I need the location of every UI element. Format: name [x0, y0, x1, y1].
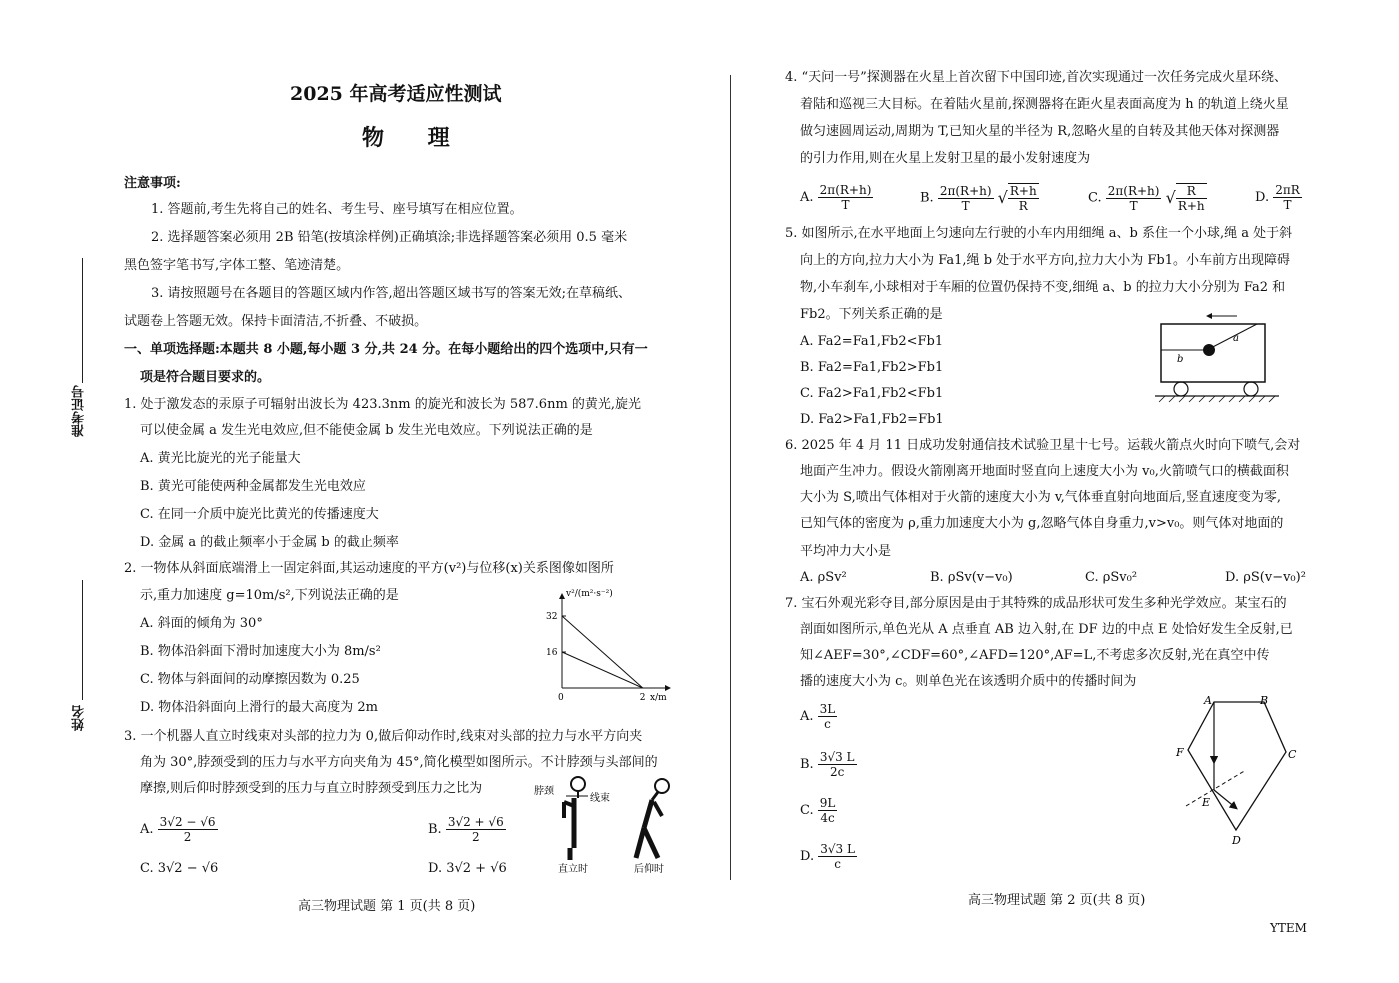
ball: [1203, 344, 1215, 356]
q1-stem-b: 可以使金属 a 发生光电效应,但不能使金属 b 发生光电效应。下列说法正确的是: [140, 423, 593, 438]
q7-option-a: A. $\frac{3L}{c}$: [800, 702, 836, 731]
q5-stem-c: 物,小车刹车,小球相对于车厢的位置仍保持不变,细绳 a、b 的拉力大小分别为 Fa2 和: [800, 280, 1286, 295]
q5-option-d: D. Fa2>Fa1,Fb2=Fb1: [800, 412, 944, 427]
q1-option-b: B. 黄光可能使两种金属都发生光电效应: [140, 479, 366, 494]
q6-option-a: A. ρSv²: [800, 570, 847, 585]
q7-stem-c: 知∠AEF=30°,∠CDF=60°,∠AFD=120°,AF=L,不考虑多次反射,光在真空中传: [800, 648, 1270, 663]
fig5-label-a: a: [1233, 333, 1239, 344]
q6-stem-c: 大小为 S,喷出气体相对于火箭的速度大小为 v,气体垂直射向地面后,竖直速度变为零,: [800, 490, 1282, 505]
q5-option-c: C. Fa2>Fa1,Fb2<Fb1: [800, 386, 944, 401]
left-footer: 高三物理试题 第 1 页(共 8 页): [298, 899, 476, 914]
q3-stem-a: 3. 一个机器人直立时线束对头部的拉力为 0,做后仰动作时,线束对头部的拉力与水平方向夹: [124, 729, 643, 744]
q2-stem-b: 示,重力加速度 g=10m/s²,下列说法正确的是: [140, 588, 399, 603]
fig3-neck-label: 脖颈: [534, 786, 554, 797]
q4-stem-b: 着陆和巡视三大目标。在着陆火星前,探测器将在距火星表面高度为 h 的轨道上绕火星: [800, 97, 1289, 112]
q6-stem-e: 平均冲力大小是: [800, 544, 892, 559]
q3-option-a-num: 3√2 − √6: [159, 815, 216, 829]
q3-option-b: B. $\frac{3√2 + √6}{2}$: [428, 815, 504, 844]
q3-stem-b: 角为 30°,脖颈受到的压力与水平方向夹角为 45°,简化模型如图所示。不计脖颈与头部间的: [140, 755, 658, 770]
q7-stem-a: 7. 宝石外观光彩夺目,部分原因是由于其特殊的成品形状可发生多种光学效应。某宝石的: [785, 596, 1287, 611]
q7-option-d: D. $\frac{3√3 L}{c}$: [800, 842, 855, 871]
q6-stem-b: 地面产生冲力。假设火箭刚离开地面时竖直向上速度大小为 v₀,火箭喷气口的横截面积: [800, 464, 1289, 479]
page-divider: [730, 75, 731, 880]
q4-option-c: C. $\frac{2\pi(R+h)}{T}$ √ $\frac{R}{R+h}$: [1088, 183, 1205, 213]
q5-cart-figure: [1155, 310, 1295, 410]
q7-stem-d: 播的速度大小为 c。则单色光在该透明介质中的传播时间为: [800, 674, 1137, 689]
fig5-label-b: b: [1177, 354, 1184, 365]
fig7-label-E: E: [1202, 796, 1211, 809]
q5-stem-d: Fb2。下列关系正确的是: [800, 307, 943, 322]
q4-option-d: D. $\frac{2\pi R}{T}$: [1255, 183, 1300, 212]
rope-a: [1207, 324, 1257, 350]
fig3-back-label: 后仰时: [634, 864, 664, 875]
q6-stem-a: 6. 2025 年 4 月 11 日成功发射通信技术试验卫星十七号。运载火箭点火时向下喷气,会对: [785, 438, 1301, 453]
exam-title: 2025 年高考适应性测试: [290, 83, 502, 105]
chart-series-line-0: [562, 616, 643, 688]
fig7-label-B: B: [1260, 694, 1269, 707]
q1-option-d: D. 金属 a 的截止频率小于金属 b 的截止频率: [140, 535, 399, 550]
notice-2b: 黑色签字笔书写,字体工整、笔迹清楚。: [124, 258, 350, 273]
side-name-line: [82, 580, 83, 700]
q3-option-b-num: 3√2 + √6: [447, 815, 504, 829]
chart-y-tick-label-1: 32: [546, 612, 558, 622]
q1-option-a: A. 黄光比旋光的光子能量大: [140, 451, 301, 466]
q3-option-a: A. $\frac{3√2 - √6}{2}$: [140, 815, 216, 844]
subject-title: 物 理: [362, 125, 468, 151]
q1-stem-a: 1. 处于激发态的汞原子可辐射出波长为 423.3nm 的旋光和波长为 587.6nm 的黄光,旋光: [124, 397, 642, 412]
q2-v2-x-chart: [540, 588, 680, 703]
section-1a: 一、单项选择题:本题共 8 小题,每小题 3 分,共 24 分。在每小题给出的四个选项中,只有一: [124, 342, 648, 357]
q3-option-c: C. 3√2 − √6: [140, 861, 219, 876]
section-1b: 项是符合题目要求的。: [140, 370, 271, 385]
q6-option-b: B. ρSv(v−v₀): [930, 570, 1013, 585]
chart-y-tick-label-0: 16: [546, 648, 558, 658]
q2-stem-a: 2. 一物体从斜面底端滑上一固定斜面,其运动速度的平方(v²)与位移(x)关系图像如图所: [124, 561, 614, 576]
q2-option-c: C. 物体与斜面间的动摩擦因数为 0.25: [140, 672, 360, 687]
wheel-left: [1174, 382, 1188, 396]
q2-option-a: A. 斜面的倾角为 30°: [140, 616, 263, 631]
q6-stem-d: 已知气体的密度为 ρ,重力加速度大小为 g,忽略气体自身重力,v>v₀。则气体对地面的: [800, 516, 1284, 531]
q4-option-b: B. $\frac{2\pi(R+h)}{T}$ √ $\frac{R+h}{R}$: [920, 183, 1037, 213]
side-name-label: 姓名: [72, 705, 87, 731]
q5-stem-b: 向上的方向,拉力大小为 Fa1,绳 b 处于水平方向,拉力大小为 Fb1。小车前方出现障碍: [800, 253, 1291, 268]
fig7-label-A: A: [1204, 694, 1212, 707]
chart-xlabel: x/m: [650, 693, 667, 703]
fig3-wire-label: 线束: [590, 793, 610, 804]
notice-1: 1. 答题前,考生先将自己的姓名、考生号、座号填写在相应位置。: [151, 202, 523, 217]
q2-option-d: D. 物体沿斜面向上滑行的最大高度为 2m: [140, 700, 378, 715]
normal-line: [1186, 770, 1246, 806]
q3-option-a-den: 2: [183, 830, 192, 844]
notice-3b: 试题卷上答题无效。保持卡面清洁,不折叠、不破损。: [124, 314, 428, 329]
fig3-upright-label: 直立时: [558, 864, 588, 875]
fig7-label-C: C: [1288, 748, 1297, 761]
corner-mark: YTEM: [1270, 921, 1307, 935]
q6-option-d: D. ρS(v−v₀)²: [1225, 570, 1306, 585]
q7-gem-figure: [1170, 690, 1310, 850]
notice-2a: 2. 选择题答案必须用 2B 铅笔(按填涂样例)正确填涂;非选择题答案必须用 0.5 毫米: [151, 230, 628, 245]
q7-option-c: C. $\frac{9L}{4c}$: [800, 796, 836, 825]
q3-option-d: D. 3√2 + √6: [428, 861, 507, 876]
q4-stem-d: 的引力作用,则在火星上发射卫星的最小发射速度为: [800, 151, 1091, 166]
notice-3a: 3. 请按照题号在各题目的答题区域内作答,超出答题区域书写的答案无效;在草稿纸、: [151, 286, 632, 301]
q6-option-c: C. ρSv₀²: [1085, 570, 1138, 585]
q5-option-a: A. Fa2=Fa1,Fb2<Fb1: [800, 334, 944, 349]
q7-option-b: B. $\frac{3√3 L}{2c}$: [800, 750, 855, 779]
side-exam-id-line: [82, 258, 83, 383]
q3-robot-figure: [530, 770, 690, 880]
robot-upright-head: [571, 777, 585, 791]
q5-stem-a: 5. 如图所示,在水平地面上匀速向左行驶的小车内用细绳 a、b 系住一个小球,绳 a 处于斜: [785, 226, 1293, 241]
gem-outline: [1188, 702, 1286, 830]
robot-back-head: [655, 779, 669, 793]
chart-origin-label: 0: [558, 693, 564, 703]
q3-stem-c: 摩擦,则后仰时脖颈受到的压力与直立时脖颈受到压力之比为: [140, 781, 483, 796]
notice-heading: 注意事项:: [124, 176, 181, 191]
chart-x-tick-label-1: 2: [639, 693, 646, 703]
chart-series-line-1: [562, 652, 643, 688]
q7-stem-b: 剖面如图所示,单色光从 A 点垂直 AB 边入射,在 DF 边的中点 E 处恰好发生全反射,已: [800, 622, 1293, 637]
right-footer: 高三物理试题 第 2 页(共 8 页): [968, 893, 1146, 908]
q4-option-a: A. $\frac{2\pi(R+h)}{T}$: [800, 183, 872, 212]
q4-stem-a: 4. “天问一号”探测器在火星上首次留下中国印迹,首次实现通过一次任务完成火星环绕、: [785, 70, 1287, 85]
side-exam-id-label: 准考证号: [72, 385, 87, 437]
q2-option-b: B. 物体沿斜面下滑时加速度大小为 8m/s²: [140, 644, 381, 659]
chart-ylabel: v²/(m²·s⁻²): [566, 589, 613, 599]
fig7-label-D: D: [1232, 834, 1241, 847]
q5-option-b: B. Fa2=Fa1,Fb2>Fb1: [800, 360, 944, 375]
wheel-right: [1244, 382, 1258, 396]
fig7-label-F: F: [1176, 746, 1184, 759]
q3-option-b-den: 2: [471, 830, 480, 844]
q4-stem-c: 做匀速圆周运动,周期为 T,已知火星的半径为 R,忽略火星的自转及其他天体对探测器: [800, 124, 1280, 139]
q1-option-c: C. 在同一介质中旋光比黄光的传播速度大: [140, 507, 379, 522]
